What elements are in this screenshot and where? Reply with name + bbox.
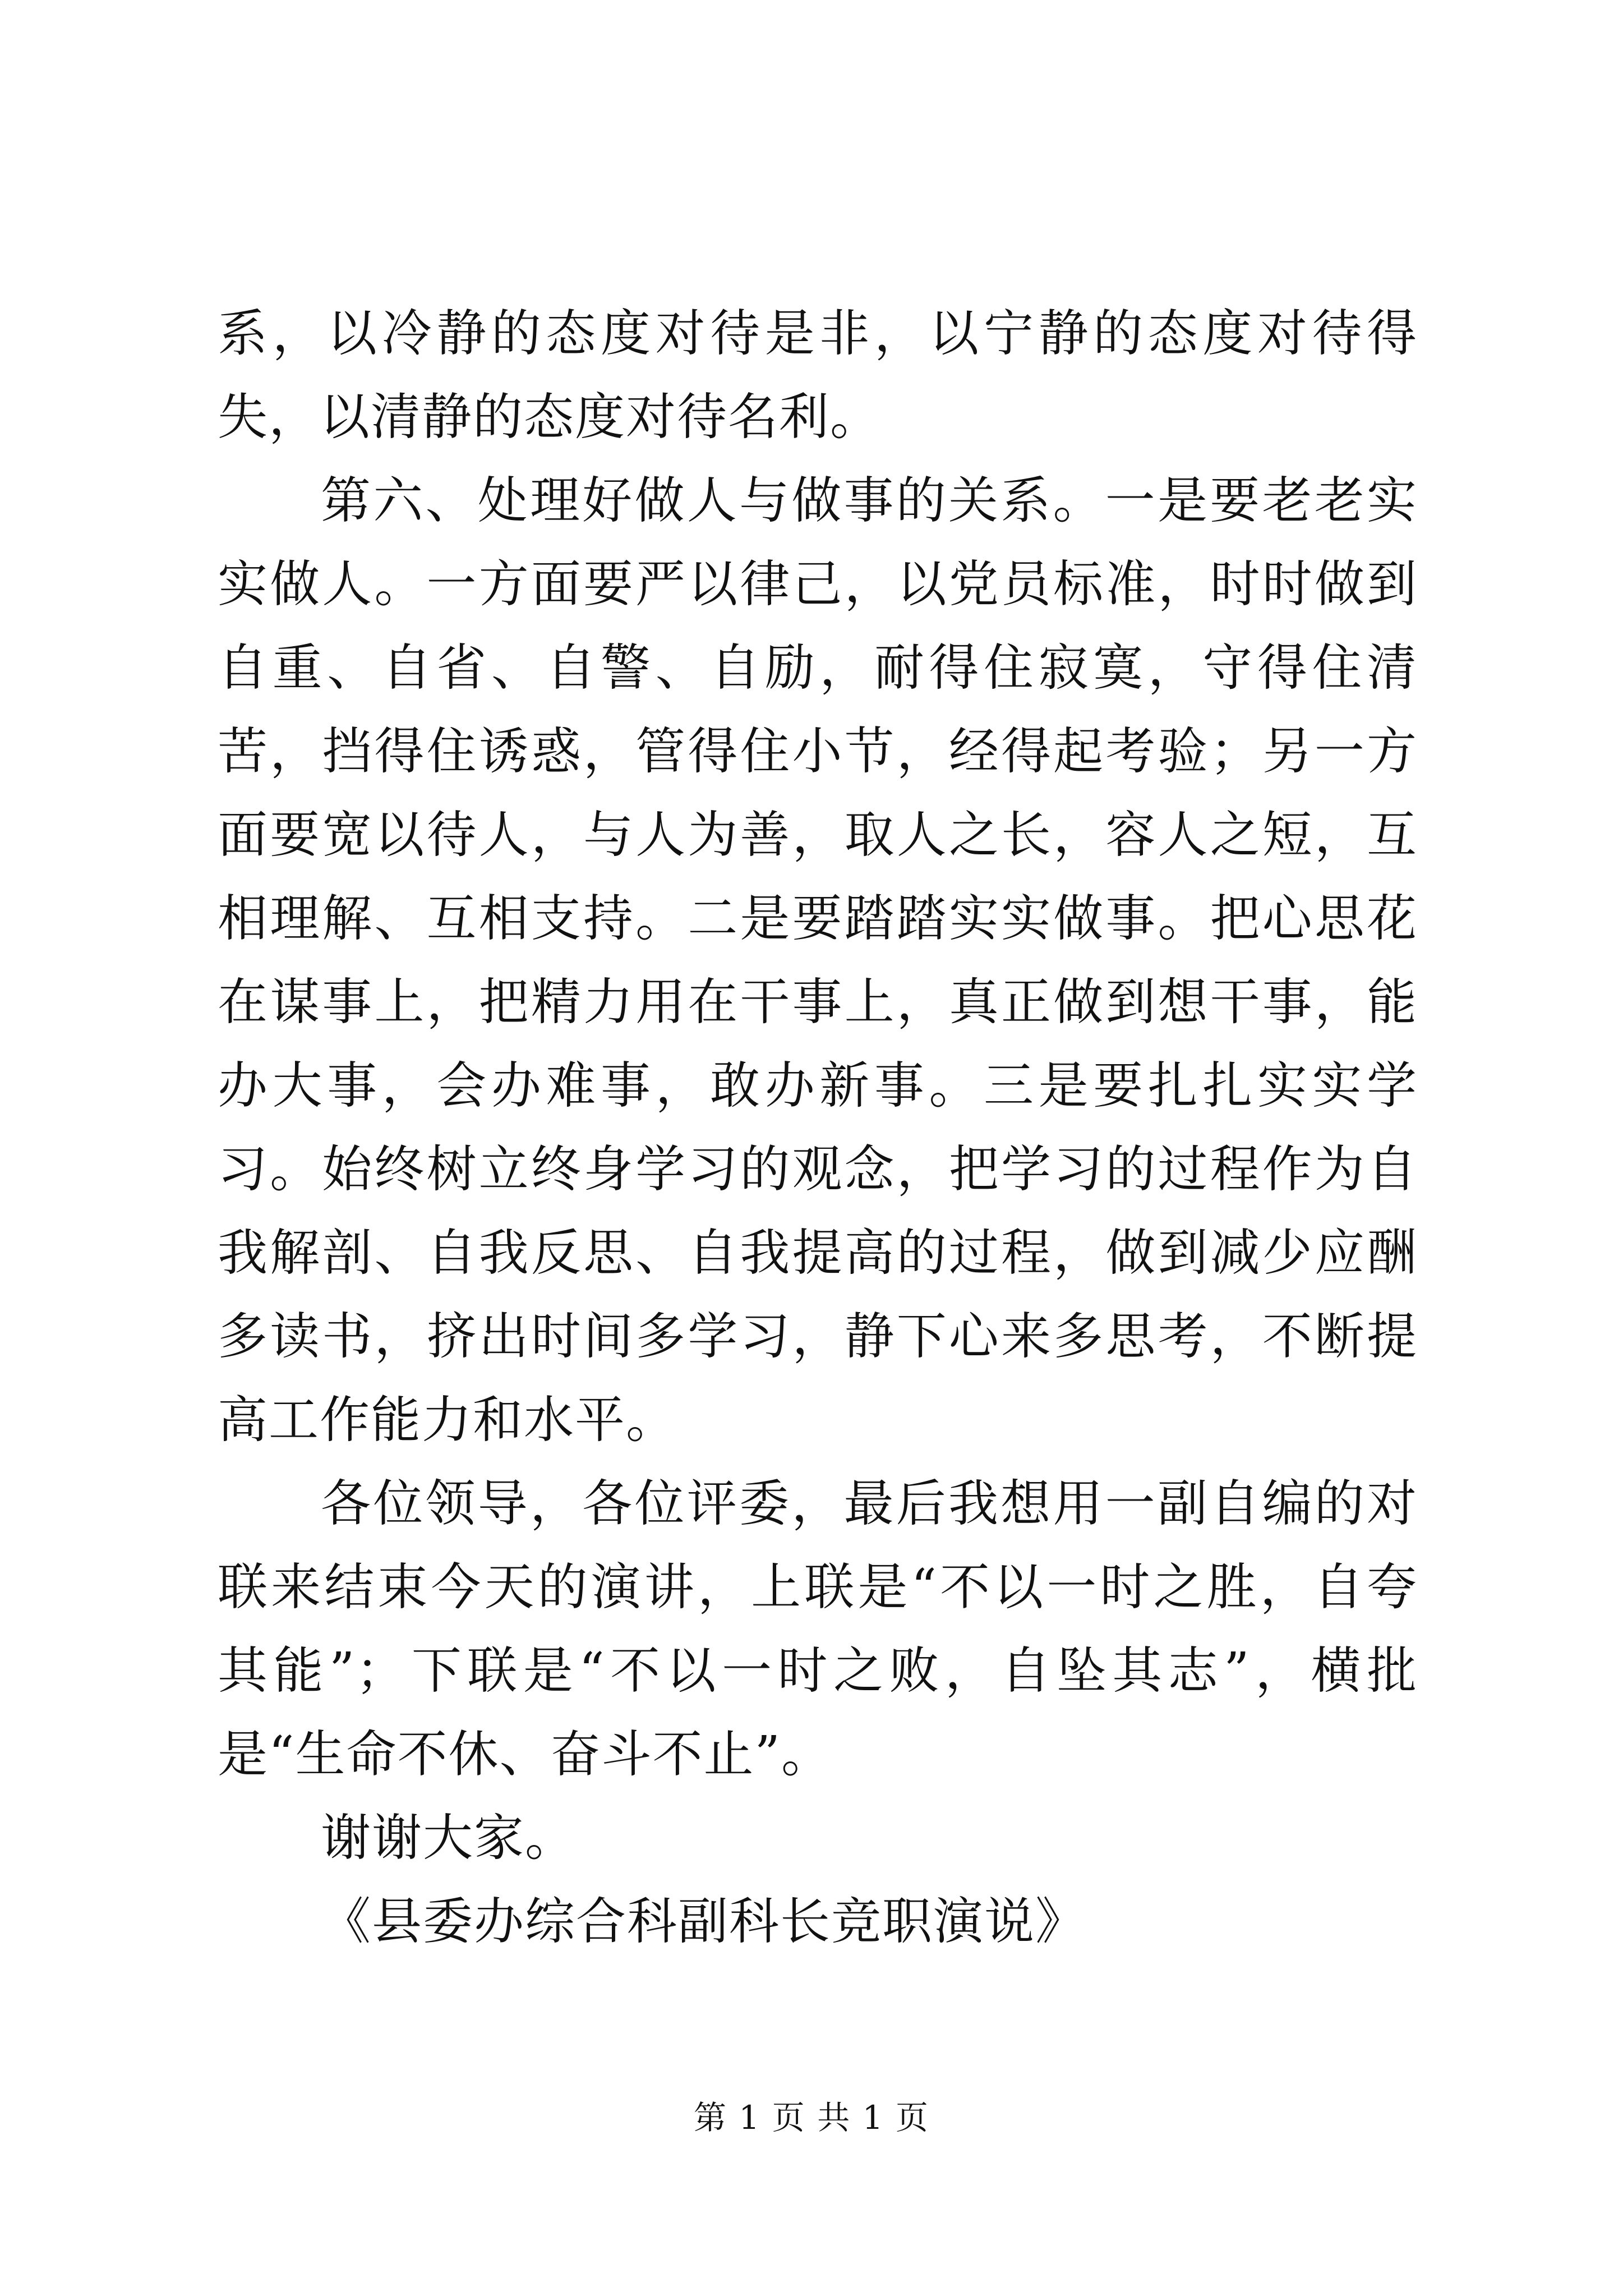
document-body xyxy=(218,292,1418,1963)
paragraph-closing-couplet: 各位领导，各位评委，最后我想用一副自编的对联来结束今天的演讲，上联是“不以一时之胜，自夸其能”；下联是“不以一时之败，自坠其志”，横批是“生命不休、奋斗不止”。 xyxy=(218,1474,1418,1783)
paragraph-sixth-point: 第六、处理好做人与做事的关系。一是要老老实实做人。一方面要严以律己，以党员标准，时时做到自重、自省、自警、自励，耐得住寂寞，守得住清苦，挡得住诱惑，管得住小节，经得起考验；另一方面要宽以待人，与人为善，取人之长，容人之短，互相理解、互相支持。二是要踏踏实实做事。把心思花在谋事上，把精力用在干事上，真正做到想干事，能办大事，会办难事，敢办新事。三是要扎扎实实学习。始终树立终身学习的观念，把学习的过程作为自我解剖、自我反思、自我提高的过程，做到减少应酬多读书，挤出时间多学习，静下心来多思考，不断提高工作能力和水平。 xyxy=(218,471,1418,1449)
page-number-footer: 第 1 页 共 1 页 xyxy=(694,2099,929,2137)
paragraph-document-title: 《县委办综合科副科长竞职演说》 xyxy=(321,1892,1086,1950)
paragraph-thanks: 谢谢大家。 xyxy=(321,1809,576,1867)
paragraph-continuation: 系，以冷静的态度对待是非，以宁静的态度对待得失，以清静的态度对待名利。 xyxy=(218,304,1418,446)
